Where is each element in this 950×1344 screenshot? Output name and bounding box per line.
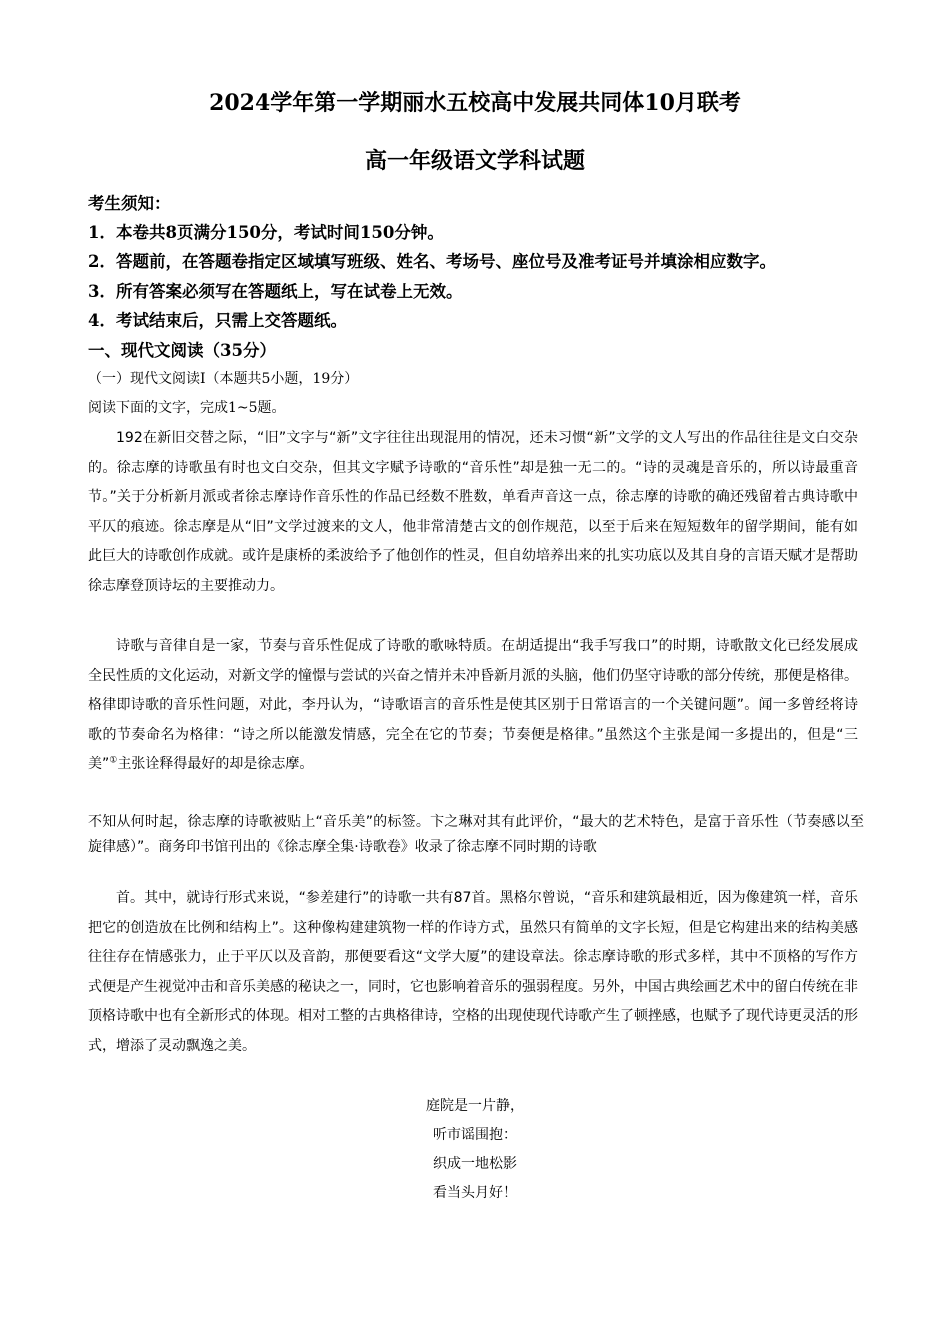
paragraph-text: 诗歌与音律自是一家，节奏与音乐性促成了诗歌的歌咏特质。在胡适提出“我手写我口”的时期，诗歌散文化已经发展成全民性质的文化运动，对新文学的憧憬与尝试的兴奋之情并未冲昏新月派的头脑，他们仍坚守诗歌的部分传统，那便是格律。格律即诗歌的音乐性问题，对此，李丹认为，“诗歌语言的音乐性是使其区别于日常语言的一个关键问题”。闻一多曾经将诗歌的节奏命名为格律：“诗之所以能激发情感，完全在它的节奏；节奏便是格律。”虽然这个主张是闻一多提出的，但是“三美”: [88, 638, 858, 773]
poem-line: 织成一地松影: [433, 1156, 517, 1172]
passage-paragraph-1: 192在新旧交替之际，“旧”文字与“新”文字往往出现混用的情况，还未习惯“新”文学的文人写出的作品往往是文白交杂的。徐志摩的诗歌虽有时也文白交杂，但其文字赋予诗歌的“音乐性”却是独一无二的。“诗的灵魂是音乐的，所以诗最重音节。”关于分析新月派或者徐志摩诗作音乐性的作品已经数不胜数，单看声音这一点，徐志摩的诗歌的确还残留着古典诗歌中平仄的痕迹。徐志摩是从“旧”文学过渡来的文人，他非常清楚古文的创作规范，以至于后来在短短数年的留学期间，能有如此巨大的诗歌创作成就。或许是康桥的柔波给予了他创作的性灵，但自幼培养出来的扎实功底以及其自身的言语天赋才是帮助徐志摩登顶诗坛的主要推动力。: [88, 430, 858, 594]
notice-item: 1．本卷共8页满分150分，考试时间150分钟。: [88, 223, 444, 242]
paragraph-text: 主张诠释得最好的却是徐志摩。: [117, 756, 314, 773]
poem-line: 听市谣围抱：: [433, 1127, 517, 1143]
notice-item: 4．考试结束后，只需上交答题纸。: [88, 311, 347, 330]
poem-line: 庭院是一片静，: [426, 1098, 524, 1114]
subsection-heading: （一）现代文阅读Ⅰ（本题共5小题，19分）: [88, 371, 359, 387]
notice-item: 3．所有答案必须写在答题纸上，写在试卷上无效。: [88, 282, 463, 301]
footnote-marker: ①: [109, 755, 118, 766]
notice-heading: 考生须知：: [88, 194, 171, 213]
exam-subtitle: 高一年级语文学科试题: [364, 148, 585, 174]
poem-line: 看当头月好！: [433, 1185, 517, 1201]
notice-item: 2．答题前，在答题卷指定区域填写班级、姓名、考场号、座位号及准考证号并填涂相应数字。: [88, 252, 776, 271]
exam-title: 2024学年第一学期丽水五校高中发展共同体10月联考: [209, 90, 741, 116]
passage-paragraph-3: 不知从何时起，徐志摩的诗歌被贴上“音乐美”的标签。卞之琳对其有此评价，“最大的艺术特色，是富于音乐性（节奏感以至旋律感）”。商务印书馆刊出的《徐志摩全集·诗歌卷》收录了徐志摩不同时期的诗歌: [88, 814, 864, 855]
quoted-poem: [0, 1092, 950, 1208]
passage-paragraph-2: [88, 632, 858, 780]
reading-instruction: 阅读下面的文字，完成1~5题。: [88, 400, 286, 416]
passage-paragraph-4: 首。其中，就诗行形式来说，“参差建行”的诗歌一共有87首。黑格尔曾说，“音乐和建筑最相近，因为像建筑一样，音乐把它的创造放在比例和结构上”。这种像构建建筑物一样的作诗方式，虽然只有简单的文字长短，但是它构建出来的结构美感往往存在情感张力，止于平仄以及音韵，那便要看这“文学大厦”的建设章法。徐志摩诗歌的形式多样，其中不顶格的写作方式便是产生视觉冲击和音乐美感的秘诀之一，同时，它也影响着音乐的强弱程度。另外，中国古典绘画艺术中的留白传统在非顶格诗歌中也有全新形式的体现。相对工整的古典格律诗，空格的出现使现代诗歌产生了顿挫感，也赋予了现代诗更灵活的形式，增添了灵动飘逸之美。: [88, 890, 858, 1054]
section-heading: 一、现代文阅读（35分）: [88, 341, 276, 360]
